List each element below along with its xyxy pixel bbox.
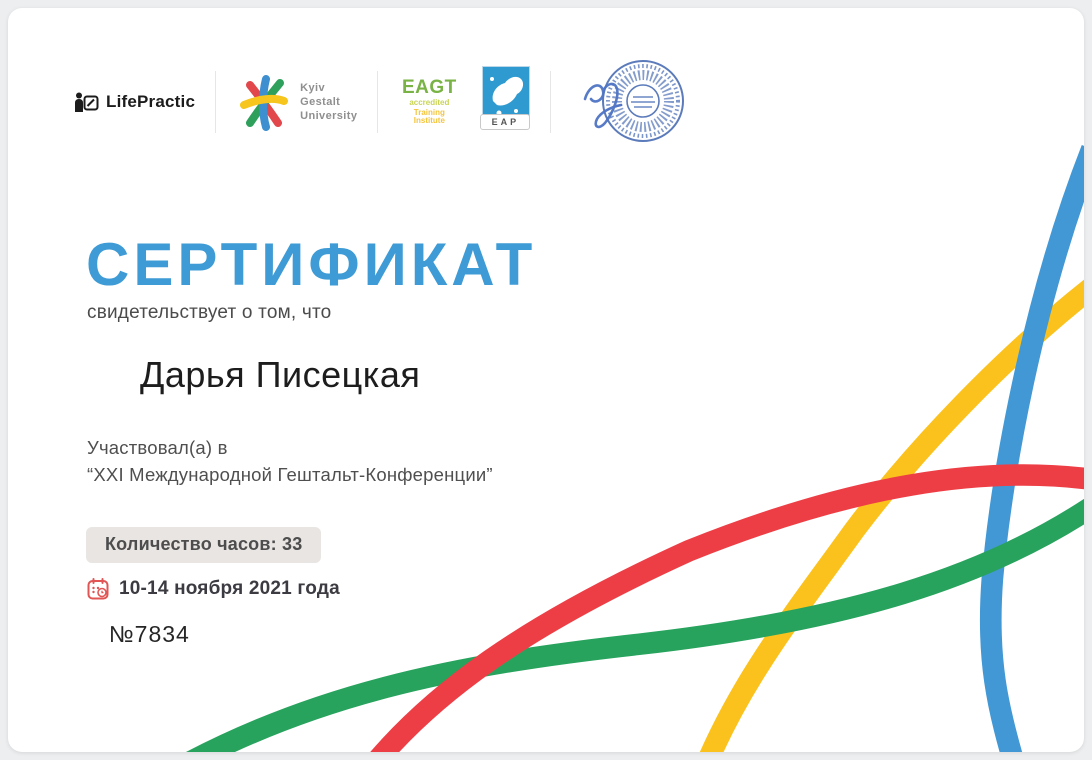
- recipient-name: Дарья Писецкая: [140, 354, 421, 395]
- lifepractic-logo: [74, 91, 195, 113]
- kgu-mark-icon: [236, 71, 292, 133]
- eagt-accredited-label: accredited: [409, 98, 450, 108]
- logo-divider: [377, 71, 378, 133]
- kgu-label-line3: University: [300, 110, 358, 122]
- logo-divider: [550, 71, 551, 133]
- kgu-label: [300, 81, 357, 123]
- kyiv-gestalt-logo: [236, 71, 357, 133]
- participation-line2: “XXI Международной Гештальт-Конференции”: [87, 464, 493, 485]
- certificate-number: №7834: [109, 621, 190, 647]
- eap-banner: [480, 114, 530, 130]
- eap-logo: [480, 66, 530, 138]
- kgu-label-line2: Gestalt: [300, 96, 341, 108]
- date-text: 10-14 ноября 2021 года: [119, 578, 340, 599]
- eagt-title: EAGT: [401, 77, 457, 99]
- kgu-label-line1: Kyiv: [300, 82, 325, 94]
- hours-badge: Количество часов: 33: [86, 527, 321, 563]
- lifepractic-icon: [74, 91, 100, 113]
- calendar-icon: [87, 578, 109, 600]
- seal-area: [579, 57, 689, 147]
- certificate-title: СЕРТИФИКАТ: [86, 231, 537, 298]
- eagt-logo: [398, 78, 460, 125]
- decor-curve-blue: [991, 149, 1084, 752]
- participation-line1: Участвовал(а) в: [87, 437, 228, 458]
- lifepractic-label: LifePractic: [106, 92, 196, 111]
- certificate-card: [8, 8, 1084, 752]
- seal-stamp-icon: [579, 57, 689, 147]
- logo-divider: [215, 71, 216, 133]
- date-row: [87, 578, 340, 600]
- certificate-subtitle: свидетельствует о том, что: [87, 302, 332, 323]
- logo-row: [74, 58, 689, 146]
- eagt-training-institute-label: Training Institute: [413, 107, 445, 126]
- participation-text: [87, 434, 493, 488]
- eap-label: EAP: [491, 117, 520, 127]
